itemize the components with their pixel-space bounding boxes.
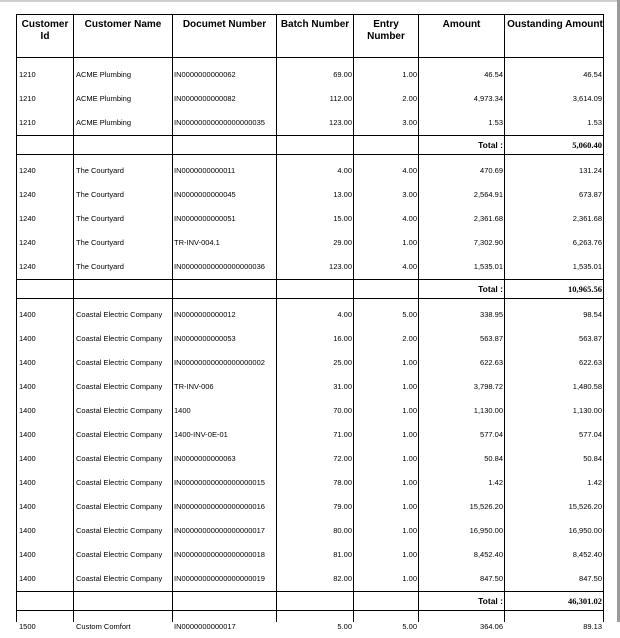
amount-cell: 364.06 — [480, 621, 503, 631]
batch-number-cell: 69.00 — [333, 69, 352, 79]
customer-name-cell: Coastal Electric Company — [76, 429, 163, 439]
customer-id-cell: 1240 — [19, 165, 36, 175]
batch-number-cell: 78.00 — [333, 477, 352, 487]
amount-cell: 15,526.20 — [469, 501, 503, 511]
table-row — [17, 566, 605, 590]
document-number-cell: IN0000000000062 — [174, 69, 236, 79]
customer-name-cell: Coastal Electric Company — [76, 501, 163, 511]
table-row — [17, 254, 605, 278]
outstanding-amount-cell: 131.24 — [579, 165, 602, 175]
table-row — [17, 110, 605, 134]
group-total-label: Total : — [478, 596, 503, 606]
outstanding-amount-cell: 2,361.68 — [572, 213, 602, 223]
customer-id-cell: 1210 — [19, 69, 36, 79]
outstanding-amount-cell: 8,452.40 — [572, 549, 602, 559]
table-row — [17, 350, 605, 374]
table-row — [17, 206, 605, 230]
outstanding-amount-cell: 577.04 — [579, 429, 602, 439]
outstanding-amount-cell: 673.87 — [579, 189, 602, 199]
entry-number-cell: 1.00 — [402, 69, 417, 79]
table-row — [17, 182, 605, 206]
amount-cell: 1,130.00 — [473, 405, 503, 415]
outstanding-amount-cell: 1.42 — [587, 477, 602, 487]
customer-id-cell: 1240 — [19, 189, 36, 199]
document-number-cell: IN00000000000000000036 — [174, 261, 265, 271]
report-table — [16, 14, 604, 631]
table-row — [17, 326, 605, 350]
header-entry-number: Entry Number — [367, 19, 405, 42]
document-number-cell: IN0000000000051 — [174, 213, 236, 223]
total-divider — [17, 298, 603, 299]
batch-number-cell: 4.00 — [337, 309, 352, 319]
header-divider — [17, 57, 603, 58]
batch-number-cell: 81.00 — [333, 549, 352, 559]
amount-cell: 4,973.34 — [473, 93, 503, 103]
amount-cell: 8,452.40 — [473, 549, 503, 559]
batch-number-cell: 123.00 — [329, 261, 352, 271]
table-row — [17, 62, 605, 86]
amount-cell: 1.42 — [488, 477, 503, 487]
customer-name-cell: Coastal Electric Company — [76, 477, 163, 487]
entry-number-cell: 1.00 — [402, 549, 417, 559]
batch-number-cell: 25.00 — [333, 357, 352, 367]
batch-number-cell: 15.00 — [333, 213, 352, 223]
customer-name-cell: Coastal Electric Company — [76, 453, 163, 463]
customer-id-cell: 1400 — [19, 357, 36, 367]
customer-id-cell: 1240 — [19, 261, 36, 271]
table-row — [17, 494, 605, 518]
amount-cell: 16,950.00 — [469, 525, 503, 535]
document-number-cell: IN00000000000000000017 — [174, 525, 265, 535]
group-total-label: Total : — [478, 284, 503, 294]
customer-name-cell: ACME Plumbing — [76, 117, 132, 127]
amount-cell: 1.53 — [488, 117, 503, 127]
customer-id-cell: 1400 — [19, 429, 36, 439]
header-customer-id: Customer Id — [21, 19, 69, 42]
entry-number-cell: 1.00 — [402, 453, 417, 463]
entry-number-cell: 2.00 — [402, 333, 417, 343]
document-number-cell: IN0000000000053 — [174, 333, 236, 343]
amount-cell: 50.84 — [484, 453, 503, 463]
outstanding-amount-cell: 46.54 — [583, 69, 602, 79]
entry-number-cell: 3.00 — [402, 189, 417, 199]
batch-number-cell: 72.00 — [333, 453, 352, 463]
customer-id-cell: 1400 — [19, 333, 36, 343]
document-number-cell: IN00000000000000000018 — [174, 549, 265, 559]
document-number-cell: IN00000000000000000002 — [174, 357, 265, 367]
customer-name-cell: ACME Plumbing — [76, 93, 132, 103]
table-row — [17, 158, 605, 182]
batch-number-cell: 4.00 — [337, 165, 352, 175]
entry-number-cell: 1.00 — [402, 357, 417, 367]
table-row — [17, 422, 605, 446]
outstanding-amount-cell: 15,526.20 — [568, 501, 602, 511]
entry-number-cell: 3.00 — [402, 117, 417, 127]
batch-number-cell: 16.00 — [333, 333, 352, 343]
customer-name-cell: The Courtyard — [76, 213, 124, 223]
group-total-row — [17, 280, 605, 298]
document-number-cell: IN0000000000012 — [174, 309, 236, 319]
customer-name-cell: Coastal Electric Company — [76, 309, 163, 319]
batch-number-cell: 80.00 — [333, 525, 352, 535]
customer-id-cell: 1400 — [19, 549, 36, 559]
table-row — [17, 470, 605, 494]
amount-cell: 470.69 — [480, 165, 503, 175]
customer-id-cell: 1500 — [19, 621, 36, 631]
total-divider — [17, 610, 603, 611]
customer-id-cell: 1400 — [19, 573, 36, 583]
entry-number-cell: 1.00 — [402, 237, 417, 247]
customer-id-cell: 1400 — [19, 405, 36, 415]
customer-name-cell: ACME Plumbing — [76, 69, 132, 79]
amount-cell: 46.54 — [484, 69, 503, 79]
outstanding-amount-cell: 847.50 — [579, 573, 602, 583]
customer-id-cell: 1400 — [19, 525, 36, 535]
entry-number-cell: 4.00 — [402, 213, 417, 223]
customer-id-cell: 1240 — [19, 237, 36, 247]
document-number-cell: 1400 — [174, 405, 191, 415]
batch-number-cell: 112.00 — [329, 93, 352, 103]
group-total-value: 10,965.56 — [568, 284, 602, 294]
table-row — [17, 230, 605, 254]
amount-cell: 577.04 — [480, 429, 503, 439]
batch-number-cell: 79.00 — [333, 501, 352, 511]
outstanding-amount-cell: 1,535.01 — [572, 261, 602, 271]
entry-number-cell: 1.00 — [402, 573, 417, 583]
customer-name-cell: The Courtyard — [76, 165, 124, 175]
batch-number-cell: 29.00 — [333, 237, 352, 247]
amount-cell: 563.87 — [480, 333, 503, 343]
document-number-cell: IN0000000000082 — [174, 93, 236, 103]
amount-cell: 622.63 — [480, 357, 503, 367]
amount-cell: 847.50 — [480, 573, 503, 583]
entry-number-cell: 5.00 — [402, 309, 417, 319]
amount-cell: 1,535.01 — [473, 261, 503, 271]
outstanding-amount-cell: 1,130.00 — [572, 405, 602, 415]
customer-id-cell: 1400 — [19, 477, 36, 487]
batch-number-cell: 5.00 — [337, 621, 352, 631]
table-row — [17, 614, 605, 638]
outstanding-amount-cell: 98.54 — [583, 309, 602, 319]
table-row — [17, 446, 605, 470]
header-amount: Amount — [442, 19, 481, 30]
document-number-cell: IN00000000000000000019 — [174, 573, 265, 583]
amount-cell: 7,302.90 — [473, 237, 503, 247]
entry-number-cell: 1.00 — [402, 381, 417, 391]
table-row — [17, 518, 605, 542]
outstanding-amount-cell: 622.63 — [579, 357, 602, 367]
total-divider — [17, 154, 603, 155]
header-batch-number: Batch Number — [280, 19, 350, 30]
header-outstanding-amount: Oustanding Amount — [507, 19, 603, 30]
entry-number-cell: 4.00 — [402, 261, 417, 271]
group-total-row — [17, 592, 605, 610]
customer-name-cell: Coastal Electric Company — [76, 381, 163, 391]
document-number-cell: IN0000000000045 — [174, 189, 236, 199]
customer-name-cell: Coastal Electric Company — [76, 549, 163, 559]
customer-name-cell: The Courtyard — [76, 261, 124, 271]
entry-number-cell: 1.00 — [402, 525, 417, 535]
customer-id-cell: 1400 — [19, 453, 36, 463]
document-number-cell: IN0000000000011 — [174, 165, 236, 175]
customer-name-cell: Coastal Electric Company — [76, 357, 163, 367]
document-number-cell: IN00000000000000000035 — [174, 117, 265, 127]
group-total-row — [17, 136, 605, 154]
customer-name-cell: The Courtyard — [76, 189, 124, 199]
customer-name-cell: Coastal Electric Company — [76, 573, 163, 583]
group-total-value: 46,301.02 — [568, 596, 602, 606]
outstanding-amount-cell: 563.87 — [579, 333, 602, 343]
outstanding-amount-cell: 89.13 — [583, 621, 602, 631]
customer-id-cell: 1240 — [19, 213, 36, 223]
batch-number-cell: 123.00 — [329, 117, 352, 127]
document-number-cell: IN00000000000000000016 — [174, 501, 265, 511]
group-total-value: 5,060.40 — [572, 140, 602, 150]
customer-id-cell: 1400 — [19, 501, 36, 511]
entry-number-cell: 1.00 — [402, 405, 417, 415]
entry-number-cell: 2.00 — [402, 93, 417, 103]
outstanding-amount-cell: 50.84 — [583, 453, 602, 463]
header-customer-name: Customer Name — [84, 19, 162, 30]
customer-id-cell: 1210 — [19, 117, 36, 127]
customer-name-cell: Coastal Electric Company — [76, 525, 163, 535]
group-total-label: Total : — [478, 140, 503, 150]
customer-name-cell: Coastal Electric Company — [76, 333, 163, 343]
customer-name-cell: The Courtyard — [76, 237, 124, 247]
customer-id-cell: 1400 — [19, 381, 36, 391]
customer-id-cell: 1210 — [19, 93, 36, 103]
customer-name-cell: Custom Comfort — [76, 621, 131, 631]
page-top-edge — [0, 0, 620, 2]
outstanding-amount-cell: 1.53 — [587, 117, 602, 127]
batch-number-cell: 82.00 — [333, 573, 352, 583]
amount-cell: 2,361.68 — [473, 213, 503, 223]
customer-id-cell: 1400 — [19, 309, 36, 319]
entry-number-cell: 4.00 — [402, 165, 417, 175]
table-row — [17, 374, 605, 398]
entry-number-cell: 1.00 — [402, 501, 417, 511]
document-number-cell: IN0000000000063 — [174, 453, 236, 463]
outstanding-amount-cell: 1,480.58 — [572, 381, 602, 391]
amount-cell: 3,798.72 — [473, 381, 503, 391]
table-row — [17, 542, 605, 566]
document-number-cell: TR-INV-004.1 — [174, 237, 220, 247]
header-document-number: Documet Number — [182, 19, 267, 30]
amount-cell: 338.95 — [480, 309, 503, 319]
batch-number-cell: 70.00 — [333, 405, 352, 415]
outstanding-amount-cell: 16,950.00 — [568, 525, 602, 535]
outstanding-amount-cell: 6,263.76 — [572, 237, 602, 247]
batch-number-cell: 13.00 — [333, 189, 352, 199]
table-row — [17, 86, 605, 110]
outstanding-amount-cell: 3,614.09 — [572, 93, 602, 103]
batch-number-cell: 71.00 — [333, 429, 352, 439]
amount-cell: 2,564.91 — [473, 189, 503, 199]
document-number-cell: IN0000000000017 — [174, 621, 236, 631]
batch-number-cell: 31.00 — [333, 381, 352, 391]
table-row — [17, 302, 605, 326]
customer-name-cell: Coastal Electric Company — [76, 405, 163, 415]
entry-number-cell: 1.00 — [402, 477, 417, 487]
document-number-cell: 1400-INV-0E-01 — [174, 429, 228, 439]
document-number-cell: IN00000000000000000015 — [174, 477, 265, 487]
document-number-cell: TR-INV-006 — [174, 381, 214, 391]
entry-number-cell: 5.00 — [402, 621, 417, 631]
table-row — [17, 398, 605, 422]
entry-number-cell: 1.00 — [402, 429, 417, 439]
